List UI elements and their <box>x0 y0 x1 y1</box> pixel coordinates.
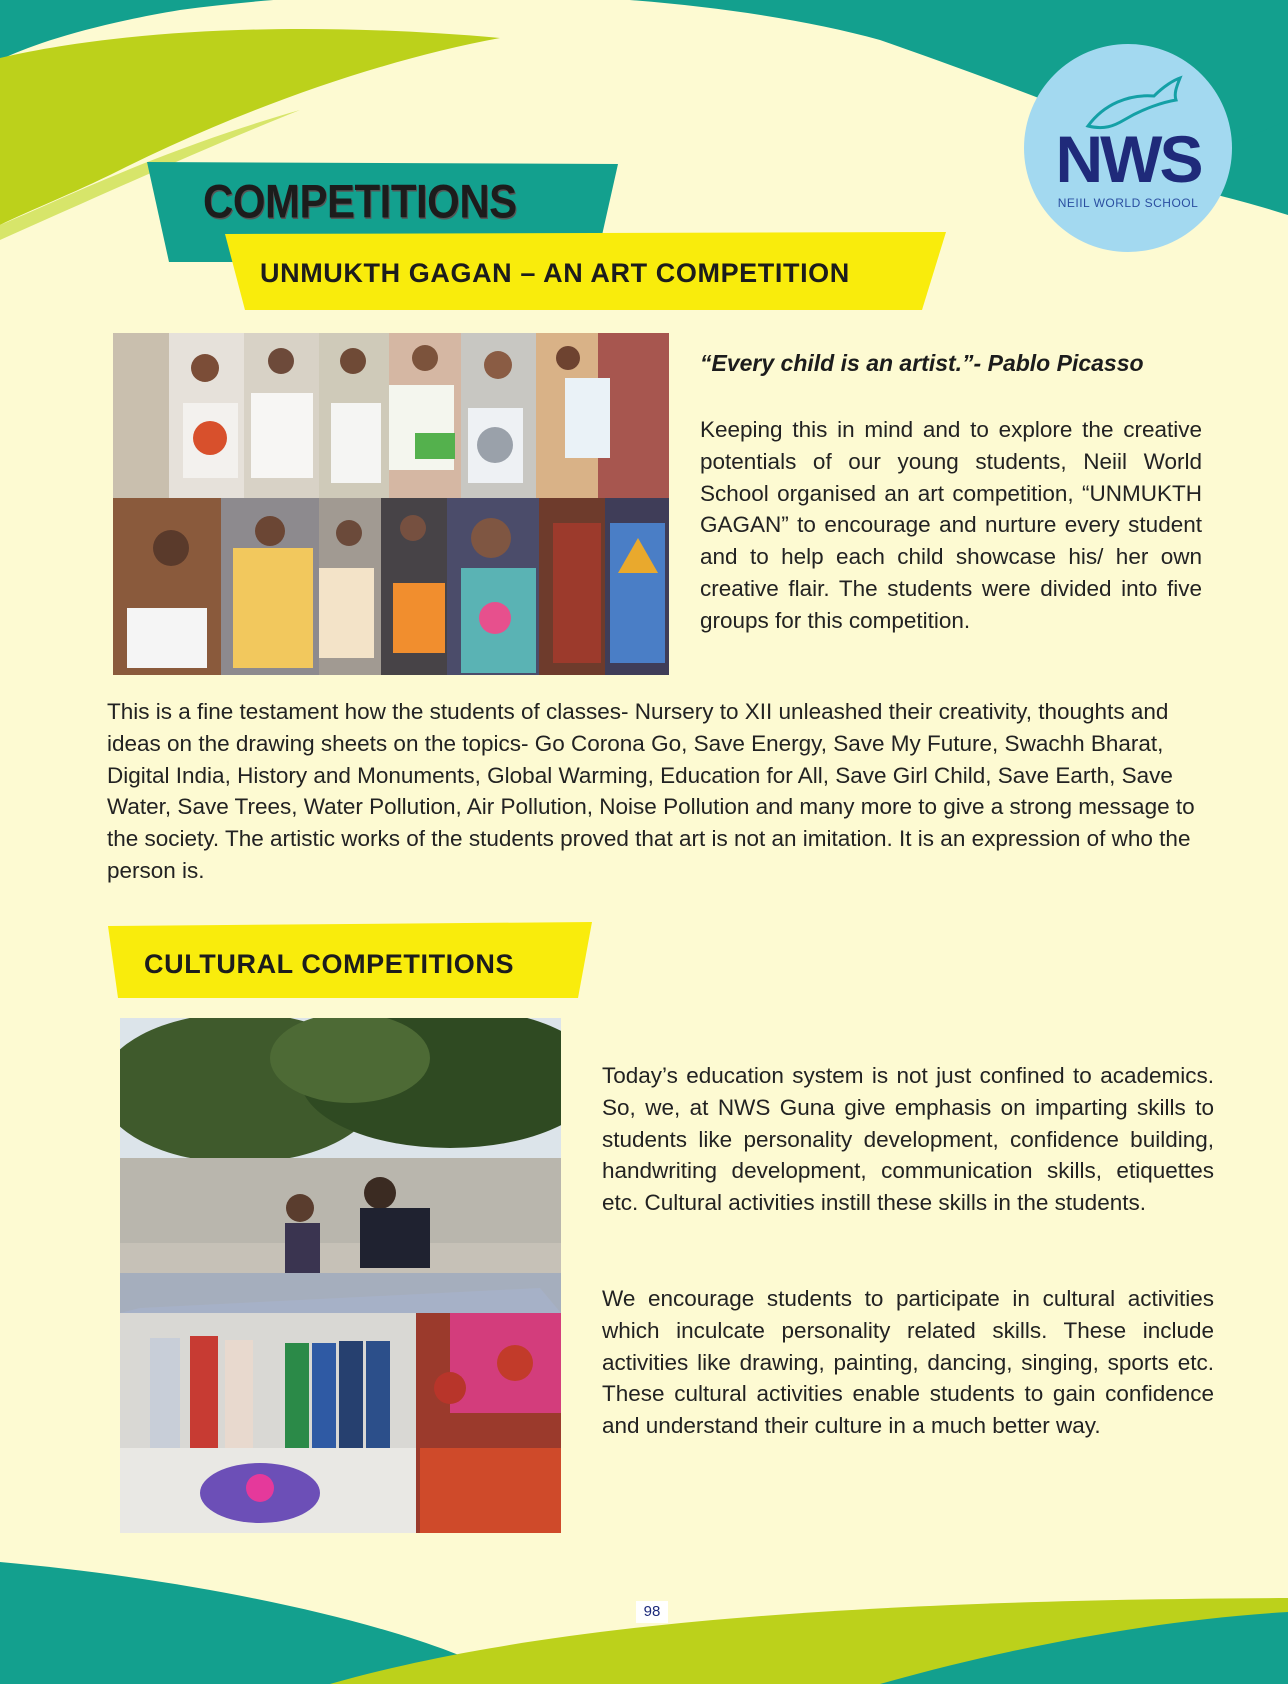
cultural-paragraph-1: Today’s education system is not just confined to academics. So, we, at NWS Guna give emphasis on imparting skills to students like personality development, confidence building, handwriting development, communication skills, etiquettes etc. Cultural activities instill these skills in the students. <box>602 1063 1214 1216</box>
page-title: COMPETITIONS <box>203 175 517 228</box>
dolphin-icon <box>1084 74 1184 134</box>
cultural-activities-collage <box>120 1018 561 1533</box>
art-competition-collage <box>113 333 669 675</box>
art-competition-heading: UNMUKTH GAGAN – AN ART COMPETITION <box>260 258 850 288</box>
art-body-paragraph: This is a fine testament how the students of classes- Nursery to XII unleashed their creativity, thoughts and ideas on the drawing sheets on the topics- Go Corona Go, Save Energy, Save My Future, Swachh Bharat, Digital India, History and Monuments, Global Warming, Education for All, Save Girl Child, Save Earth, Save Water, Save Trees, Water Pollution, Air Pollution, Noise Pollution and many more to give a strong message to the society. The artistic works of the students proved that art is not an imitation. It is an expression of who the person is. <box>107 699 1195 883</box>
logo-mark: NWS <box>1055 122 1201 196</box>
cultural-competitions-heading: CULTURAL COMPETITIONS <box>144 949 515 979</box>
cultural-paragraph-2: We encourage students to participate in cultural activities which inculcate personality related skills. These include activities like drawing, painting, dancing, singing, sports etc. These cultural activities enable students to gain confidence and understand their culture in a much better way. <box>602 1286 1214 1439</box>
picasso-quote: “Every child is an artist.”- Pablo Picasso <box>700 350 1144 376</box>
page-number: 98 <box>636 1601 668 1623</box>
school-logo <box>1024 44 1232 252</box>
logo-subtitle: NEIIL WORLD SCHOOL <box>1057 196 1199 210</box>
art-intro-paragraph: Keeping this in mind and to explore the creative potentials of our young students, Neiil World School organised an art competition, “UNMUKTH GAGAN” to encourage and nurture every student and to help each child showcase his/ her own creative flair. The students were divided into five groups for this competition. <box>700 417 1202 633</box>
